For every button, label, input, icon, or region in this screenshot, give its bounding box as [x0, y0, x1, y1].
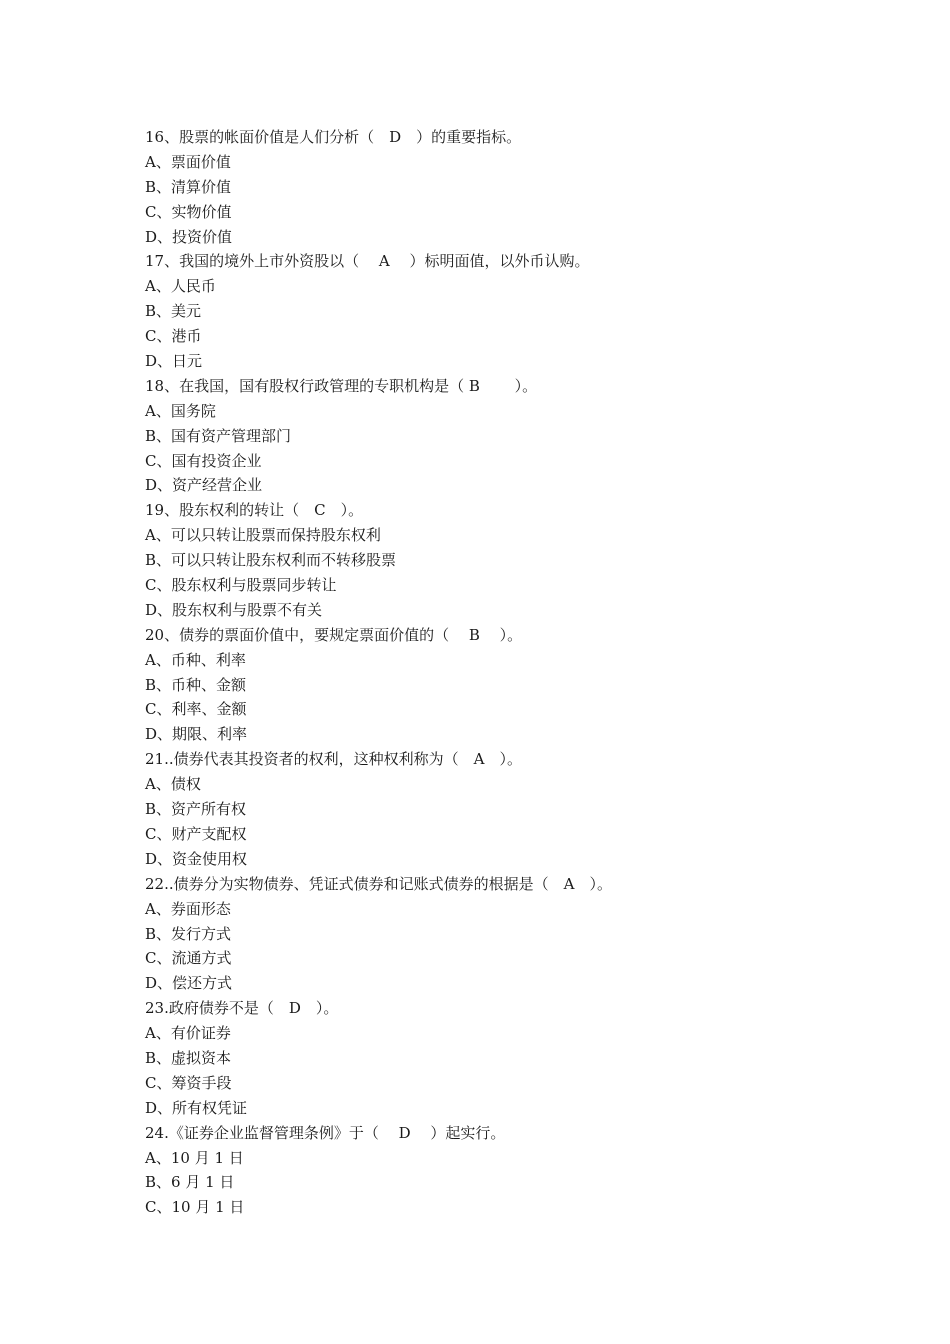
question-16-option-a: A、票面价值: [145, 152, 231, 171]
question-17-option-a: A、人民币: [145, 277, 216, 296]
question-17-stem: 17、我国的境外上市外资股以（ A ）标明面值，以外币认购。: [145, 252, 590, 271]
question-23-stem: 23.政府债券不是（ D ）。: [145, 999, 339, 1018]
question-20-option-b: B、币种、金额: [145, 675, 247, 694]
question-20-option-a: A、币种、利率: [145, 650, 246, 669]
question-19-option-d: D、股东权利与股票不有关: [145, 600, 323, 619]
question-18-option-b: B、国有资产管理部门: [145, 426, 292, 445]
question-24-stem: 24.《证券企业监督管理条例》于（ D ）起实行。: [145, 1123, 506, 1142]
question-19-option-a: A、可以只转让股票而保持股东权利: [145, 526, 381, 545]
question-16-option-c: C、实物价值: [145, 202, 232, 221]
question-20-option-c: C、利率、金额: [145, 700, 247, 719]
question-21-stem: 21..债券代表其投资者的权利，这种权利称为（ A ）。: [145, 750, 522, 769]
question-18-option-d: D、资产经营企业: [145, 476, 263, 495]
question-16-option-b: B、清算价值: [145, 177, 232, 196]
question-22-stem: 22..债券分为实物债券、凭证式债券和记账式债券的根据是（ A ）。: [145, 874, 612, 893]
question-17-option-b: B、美元: [145, 302, 202, 321]
question-18-option-a: A、国务院: [145, 401, 216, 420]
question-21-option-c: C、财产支配权: [145, 824, 247, 843]
question-22-option-a: A、券面形态: [145, 899, 231, 918]
question-21-option-b: B、资产所有权: [145, 800, 247, 819]
question-16-option-d: D、投资价值: [145, 227, 233, 246]
question-17-option-c: C、港币: [145, 327, 202, 346]
question-22-option-c: C、流通方式: [145, 949, 232, 968]
document-page: [145, 125, 905, 1220]
question-23-option-d: D、所有权凭证: [145, 1098, 248, 1117]
question-24-option-a: A、10 月 1 日: [145, 1148, 244, 1167]
question-18-stem: 18、在我国，国有股权行政管理的专职机构是（ B ）。: [145, 376, 538, 395]
question-23-option-b: B、虚拟资本: [145, 1048, 232, 1067]
question-24-option-b: B、6 月 1 日: [145, 1173, 235, 1192]
question-21-option-a: A、债权: [145, 775, 201, 794]
question-21-option-d: D、资金使用权: [145, 849, 248, 868]
question-18-option-c: C、国有投资企业: [145, 451, 262, 470]
question-19-option-c: C、股东权利与股票同步转让: [145, 576, 337, 595]
question-16-stem: 16、股票的帐面价值是人们分析（ D ）的重要指标。: [145, 128, 522, 146]
question-24-option-c: C、10 月 1 日: [145, 1198, 245, 1217]
question-19-option-b: B、可以只转让股东权利而不转移股票: [145, 551, 397, 570]
question-19-stem: 19、股东权利的转让（ C ）。: [145, 501, 364, 520]
question-20-stem: 20、债券的票面价值中，要规定票面价值的（ B ）。: [145, 625, 523, 644]
question-23-option-a: A、有价证券: [145, 1024, 231, 1043]
question-20-option-d: D、期限、利率: [145, 725, 248, 744]
question-17-option-d: D、日元: [145, 352, 203, 371]
question-22-option-b: B、发行方式: [145, 924, 232, 943]
question-22-option-d: D、偿还方式: [145, 974, 233, 993]
question-23-option-c: C、筹资手段: [145, 1073, 232, 1092]
